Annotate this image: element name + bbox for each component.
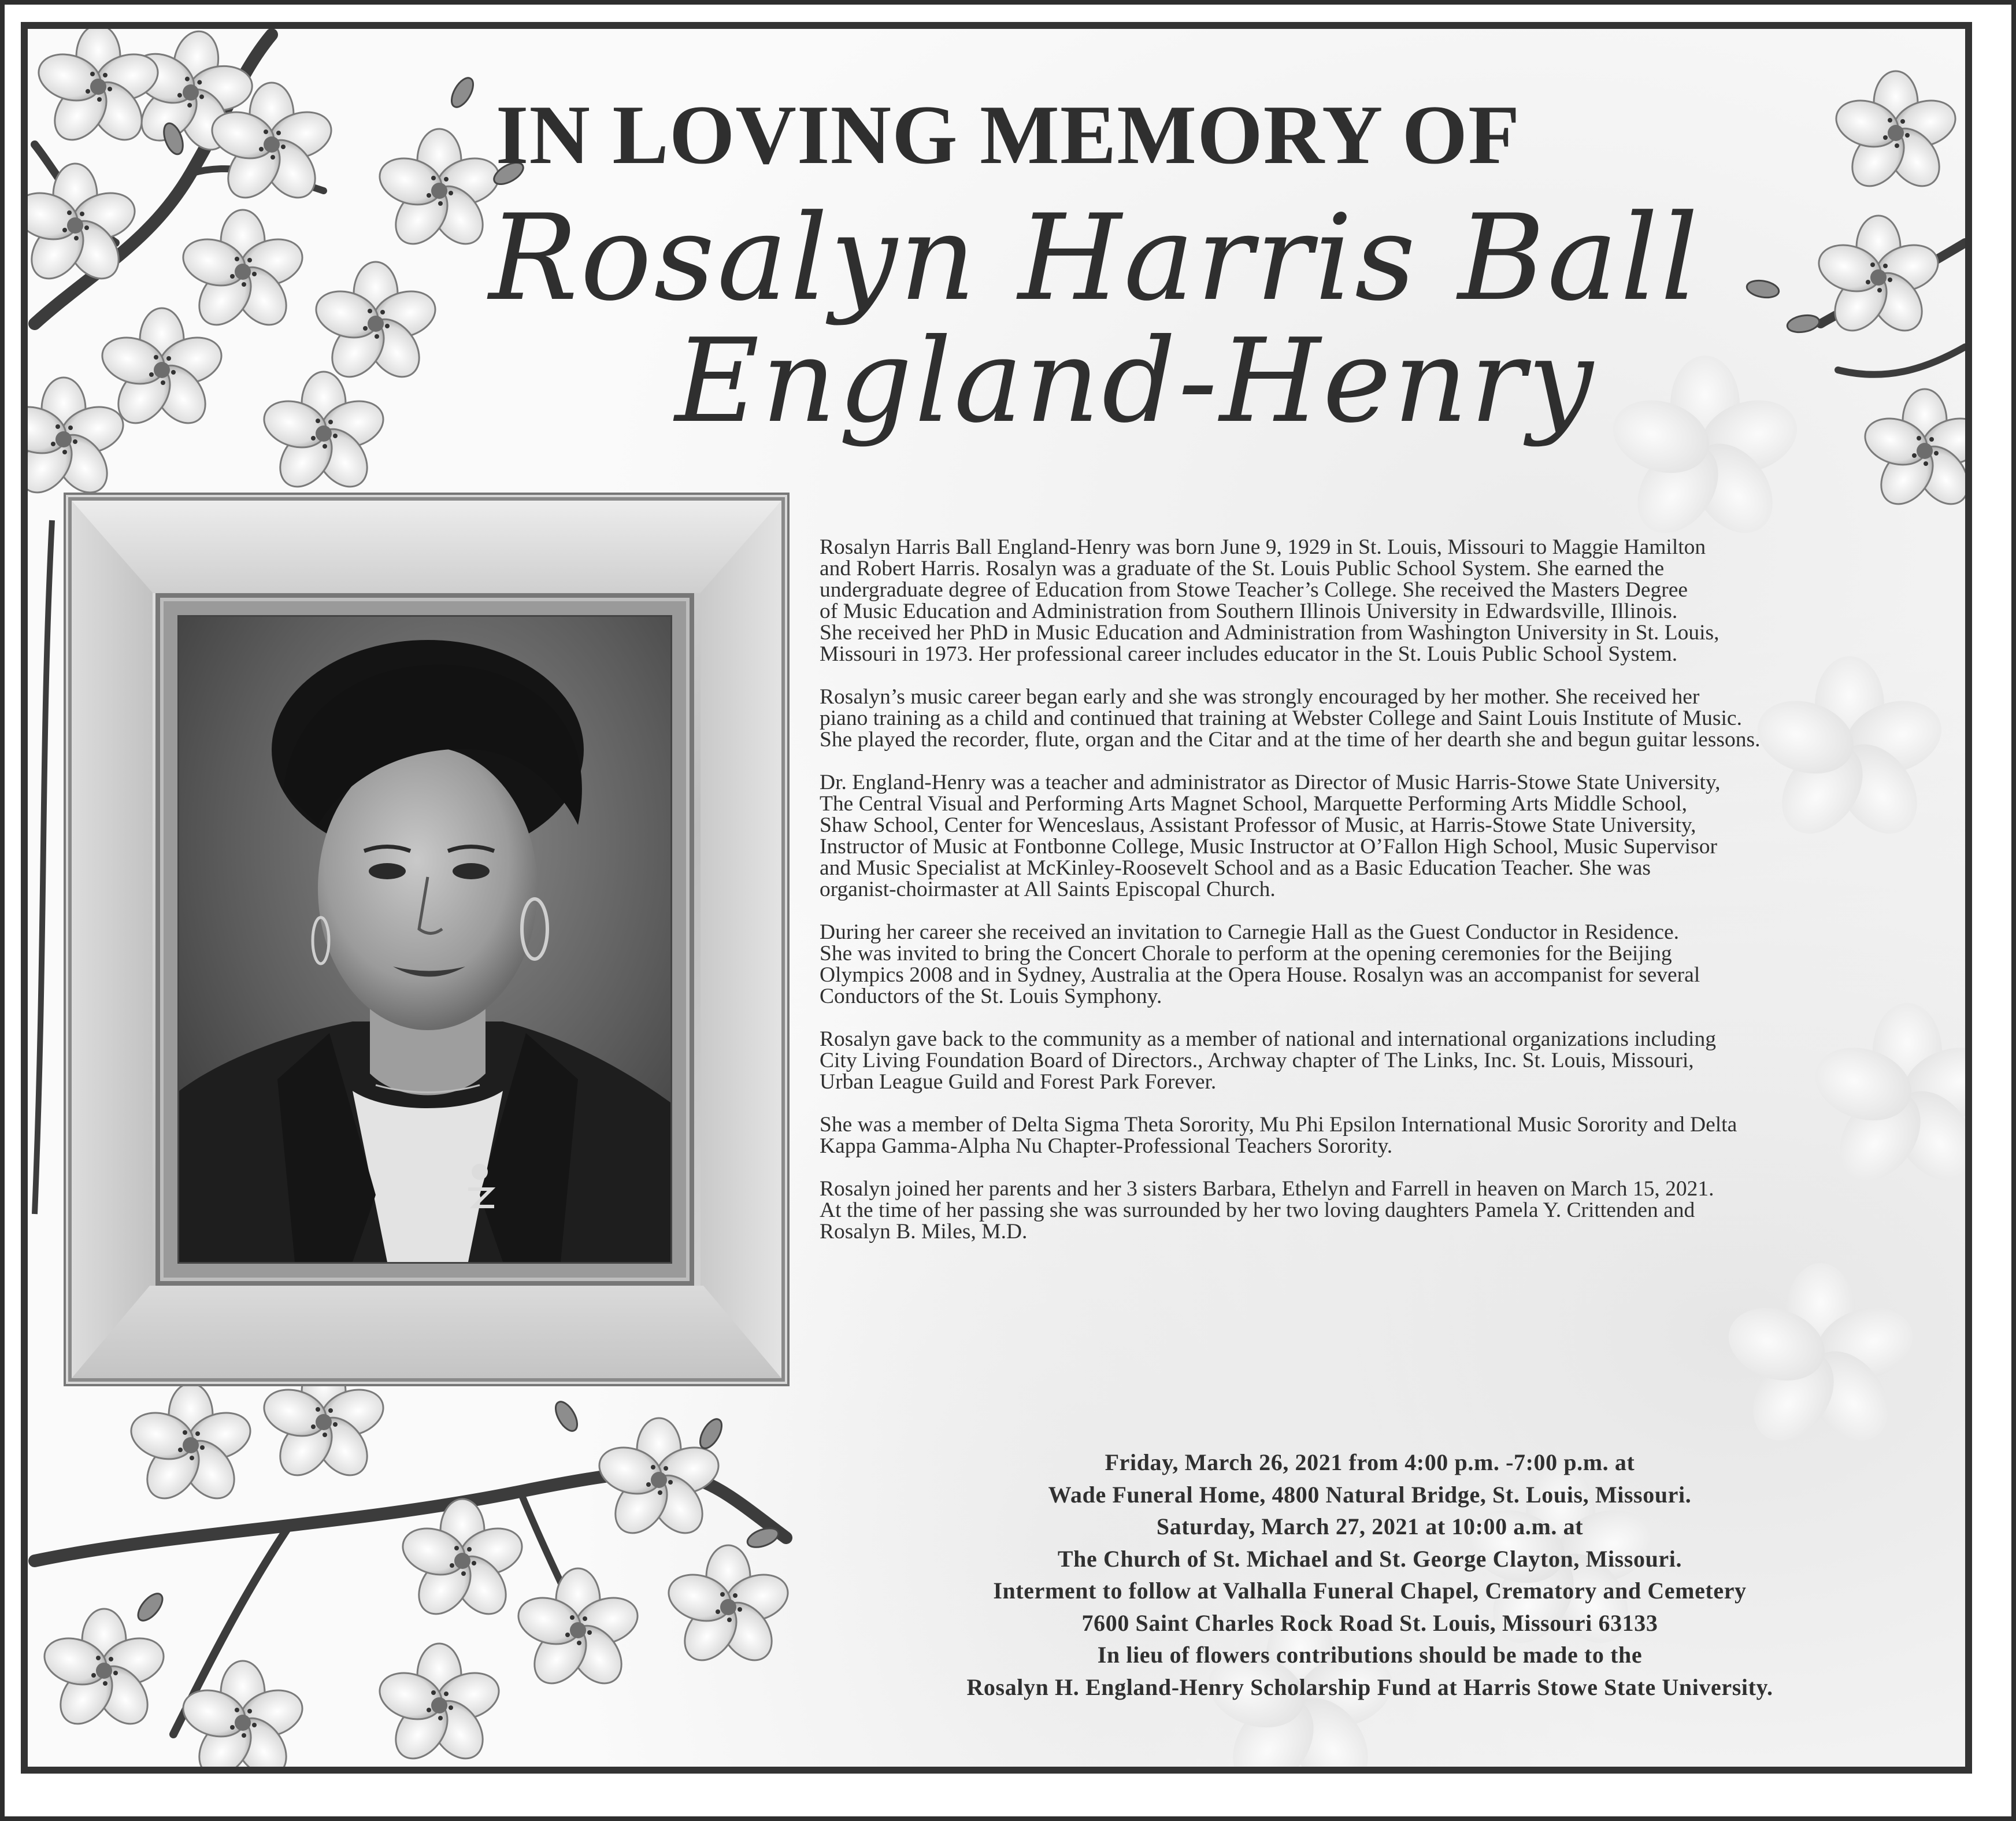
name-line-1: Rosalyn Harris Ball bbox=[488, 190, 1701, 327]
portrait-photo bbox=[177, 615, 672, 1264]
biography bbox=[820, 536, 1970, 1264]
bio-paragraph-memberships: She was a member of Delta Sigma Theta Sorority, Mu Phi Epsilon International Music Sorority and Delta Kappa Gamma-Alpha Nu Chapter-Professional Teachers Sorority. bbox=[820, 1113, 1737, 1158]
memorial-contribution-note: In lieu of flowers contributions should be made to the bbox=[1097, 1642, 1643, 1668]
service-location: The Church of St. Michael and St. George Clayton, Missouri. bbox=[1057, 1545, 1683, 1572]
bio-paragraph-honors: During her career she received an invitation to Carnegie Hall as the Guest Conductor in Residence. She was invited to bring the Concert Chorale to perform at the opening ceremonies for the Beijing Olympics 2008 and in Sydney, Australia at the Opera House. Rosalyn was an accompanist for several Conductors of the St. Louis Symphony. bbox=[820, 920, 1700, 1008]
service-date: Saturday, March 27, 2021 at 10:00 a.m. at bbox=[1156, 1513, 1584, 1539]
frame-bevel-right bbox=[701, 501, 781, 1378]
bio-paragraph-positions: Dr. England-Henry was a teacher and administrator as Director of Music Harris-Stowe State University, The Central Visual and Performing Arts Magnet School, Marquette Performing Arts Middle School, Shaw School, Center for Wenceslaus, Assistant Professor of Music, at Harris-Stowe State University, Instructor of Music at Fontbonne College, Music Instructor at O’Fallon High School, Music Supervisor and Music Specialist at McKinley-Roosevelt School and as a Basic Education Teacher. She was organist-choirmaster at All Saints Episcopal Church. bbox=[820, 771, 1721, 901]
frame-bevel-top bbox=[72, 501, 781, 593]
frame-inner-molding bbox=[155, 593, 694, 1286]
bio-paragraph-community: Rosalyn gave back to the community as a member of national and international organizations including City Living Foundation Board of Directors., Archway chapter of The Links, Inc. St. Louis, Missouri, Urban League Guild and Forest Park Forever. bbox=[820, 1027, 1716, 1094]
visitation-location: Wade Funeral Home, 4800 Natural Bridge, St. Louis, Missouri. bbox=[1048, 1481, 1692, 1508]
heading: IN LOVING MEMORY OF bbox=[495, 88, 1521, 182]
picture-frame bbox=[68, 497, 785, 1382]
bio-paragraph-music-career: Rosalyn’s music career began early and she was strongly encouraged by her mother. She received her piano training as a child and continued that training at Webster College and Saint Louis Institute of Music. She played the recorder, flute, organ and the Citar and at the time of her dearth she and begun guitar lessons. bbox=[820, 685, 1761, 752]
scholarship-fund: Rosalyn H. England-Henry Scholarship Fund at Harris Stowe State University. bbox=[966, 1674, 1773, 1700]
bio-paragraph-passing: Rosalyn joined her parents and her 3 sisters Barbara, Ethelyn and Farrell in heaven on March 15, 2021. At the time of her passing she was surrounded by her two loving daughters Pamela Y. Crittenden and Rosalyn B. Miles, M.D. bbox=[820, 1177, 1714, 1243]
bio-paragraph-birth-education: Rosalyn Harris Ball England-Henry was born June 9, 1929 in St. Louis, Missouri to Maggie Hamilton and Robert Harris. Rosalyn was a graduate of the St. Louis Public School System. She earned the undergraduate degree of Education from Stowe Teacher’s College. She received the Masters Degree of Music Education and Administration from Southern Illinois University in Edwardsville, Illinois. She received her PhD in Music Education and Administration from Washington University in St. Louis, Missouri in 1973. Her professional career includes educator in the St. Louis Public School System. bbox=[820, 535, 1719, 666]
frame-bevel-bottom bbox=[72, 1286, 781, 1378]
interment-location: Interment to follow at Valhalla Funeral Chapel, Crematory and Cemetery bbox=[993, 1578, 1747, 1604]
visitation-date: Friday, March 26, 2021 from 4:00 p.m. -7:00 p.m. at bbox=[1105, 1449, 1635, 1475]
interment-address: 7600 Saint Charles Rock Road St. Louis, Missouri 63133 bbox=[1081, 1609, 1658, 1636]
portrait-illustration bbox=[179, 617, 670, 1262]
name-line-2: England-Henry bbox=[675, 314, 1596, 449]
frame-bevel-left bbox=[72, 501, 153, 1378]
service-details bbox=[798, 1446, 1942, 1703]
